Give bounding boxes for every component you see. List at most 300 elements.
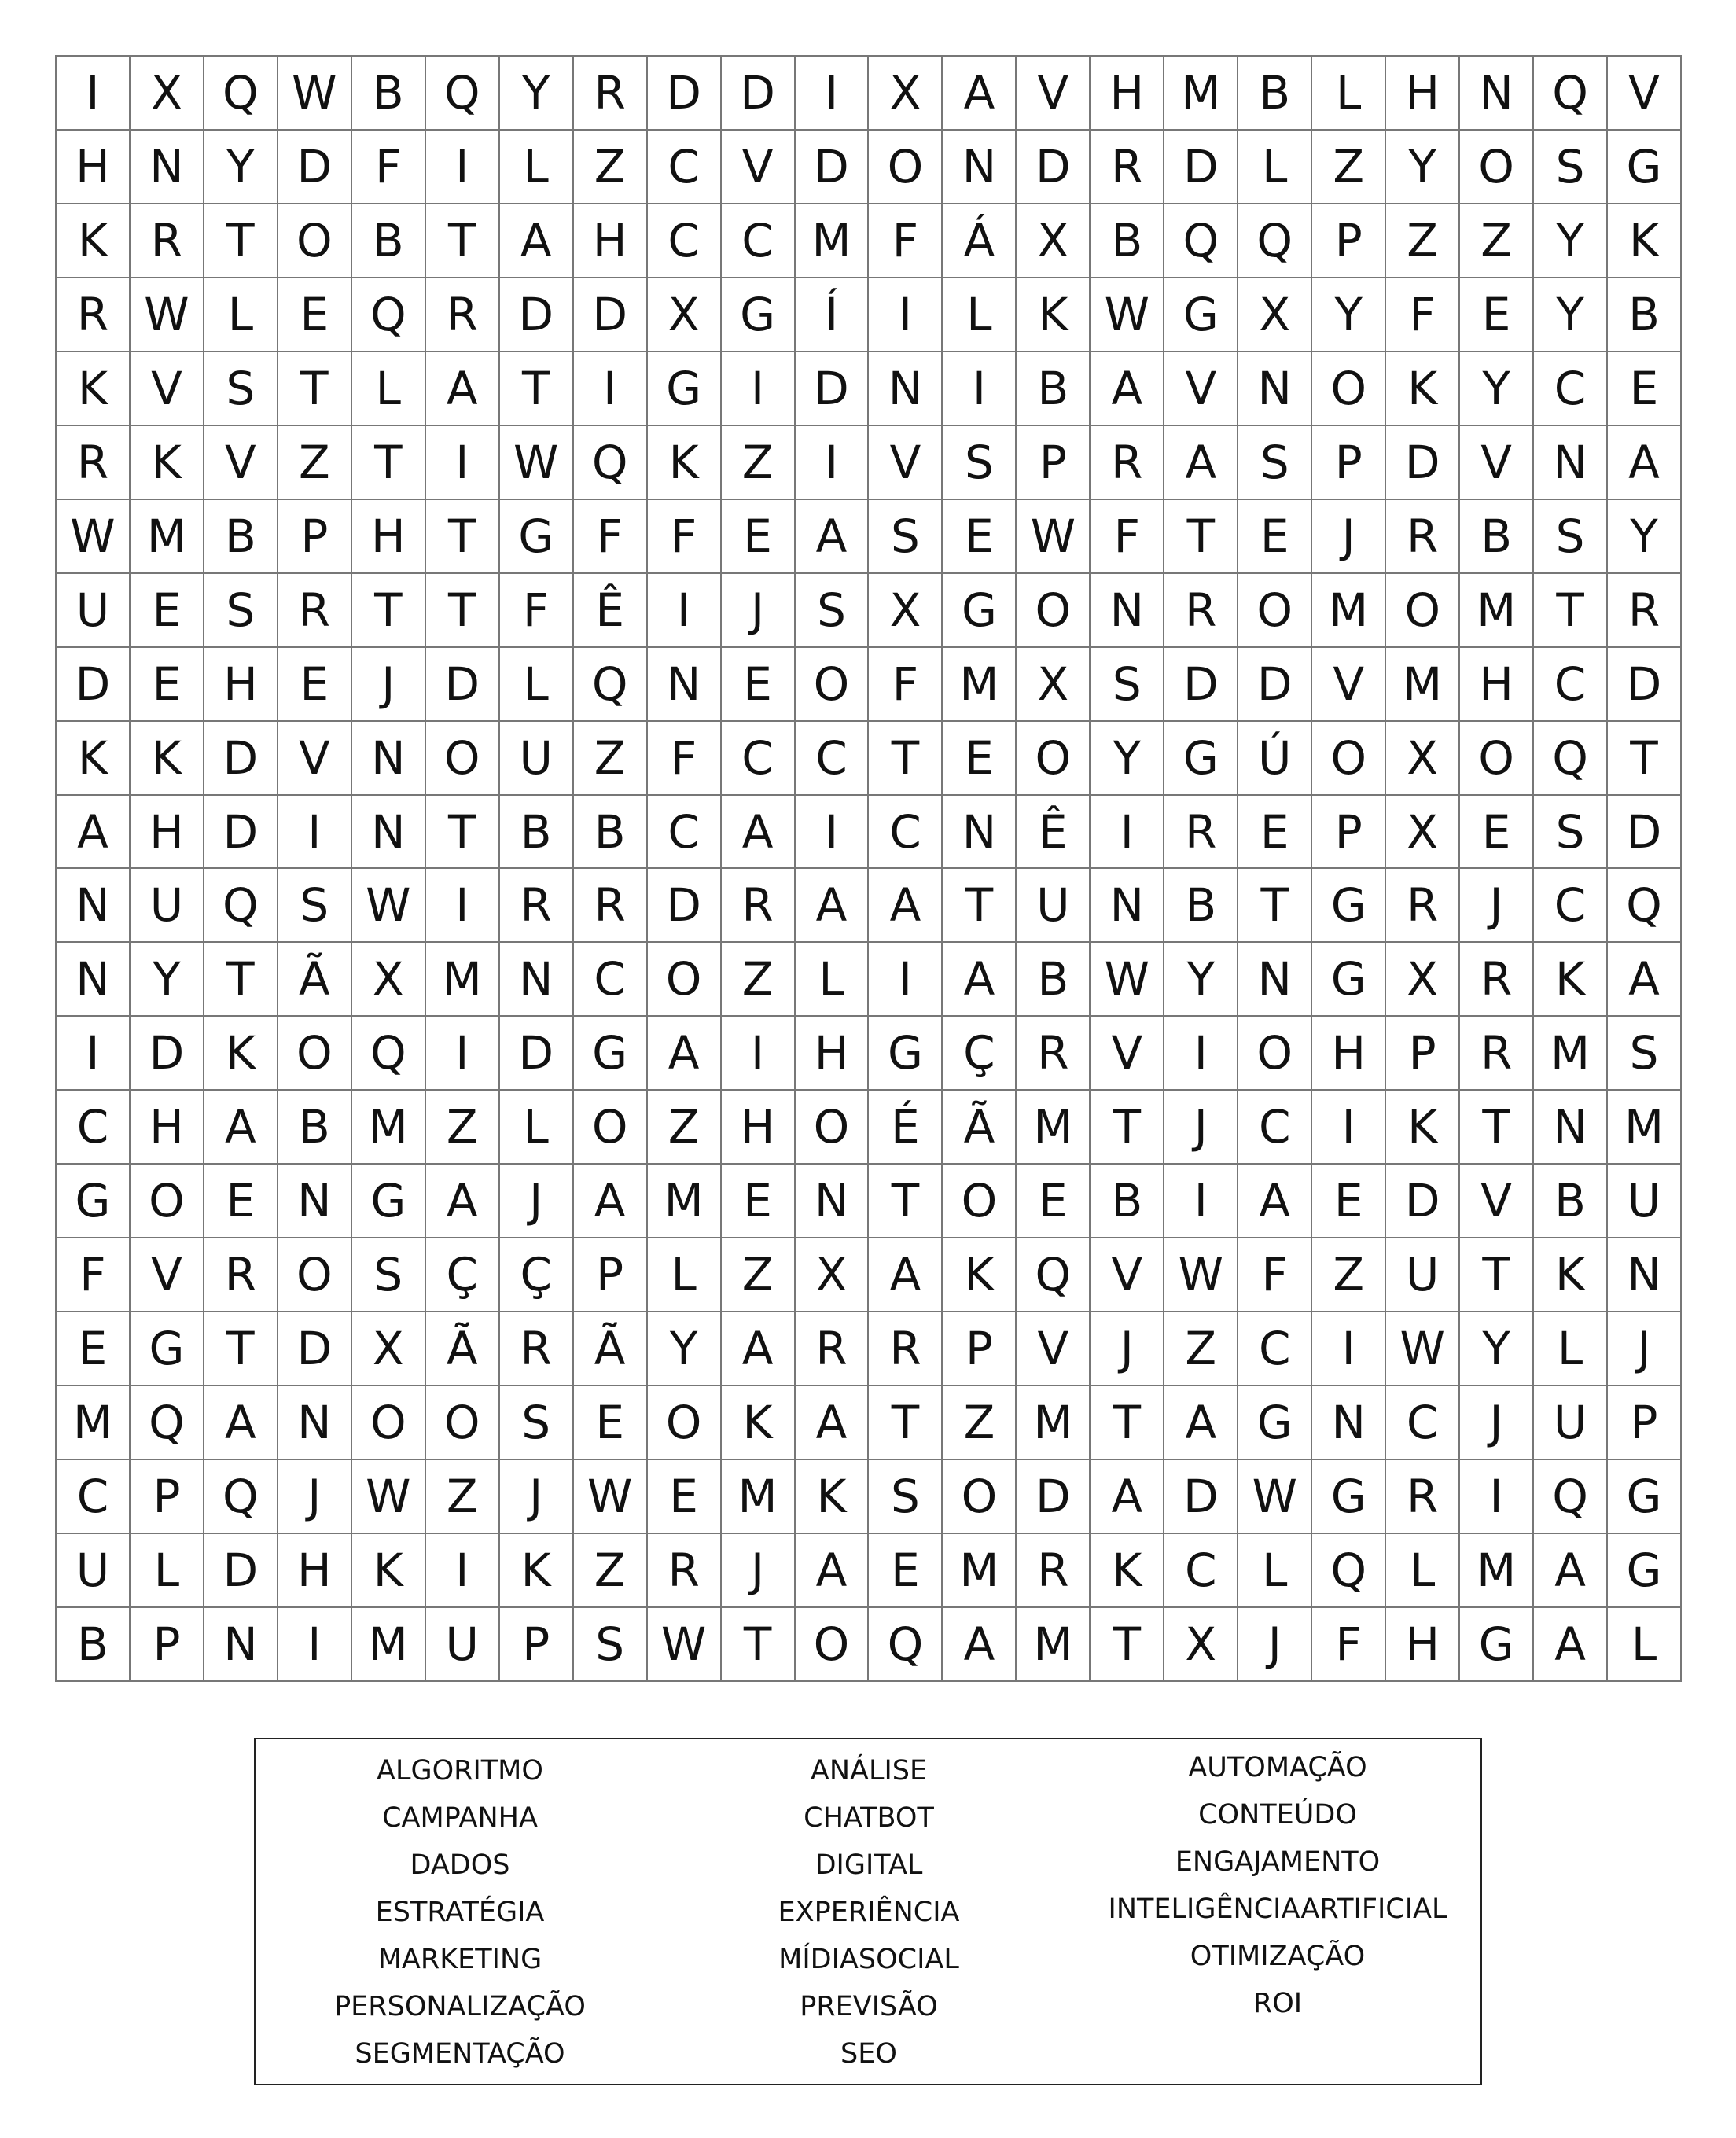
grid-cell[interactable]: L bbox=[943, 278, 1017, 352]
grid-cell[interactable]: S bbox=[1534, 500, 1608, 574]
grid-cell[interactable]: F bbox=[352, 131, 426, 204]
grid-cell[interactable]: A bbox=[796, 869, 870, 943]
grid-cell[interactable]: Á bbox=[943, 204, 1017, 278]
grid-cell[interactable]: C bbox=[1238, 1312, 1312, 1386]
grid-cell[interactable]: O bbox=[796, 648, 870, 722]
grid-cell[interactable]: D bbox=[722, 57, 796, 131]
grid-cell[interactable]: O bbox=[796, 1091, 870, 1165]
grid-cell[interactable]: S bbox=[352, 1238, 426, 1312]
grid-cell[interactable]: Y bbox=[1534, 278, 1608, 352]
grid-cell[interactable]: D bbox=[204, 722, 278, 796]
grid-cell[interactable]: F bbox=[869, 204, 943, 278]
grid-cell[interactable]: N bbox=[1312, 1386, 1386, 1460]
grid-cell[interactable]: Q bbox=[204, 869, 278, 943]
grid-cell[interactable]: Z bbox=[426, 1460, 500, 1534]
grid-cell[interactable]: Y bbox=[1460, 352, 1534, 426]
grid-cell[interactable]: H bbox=[204, 648, 278, 722]
grid-cell[interactable]: B bbox=[1017, 943, 1091, 1017]
grid-cell[interactable]: P bbox=[1312, 796, 1386, 870]
grid-cell[interactable]: S bbox=[796, 574, 870, 648]
grid-cell[interactable]: R bbox=[1091, 131, 1164, 204]
grid-cell[interactable]: P bbox=[574, 1238, 648, 1312]
grid-cell[interactable]: D bbox=[648, 869, 722, 943]
grid-cell[interactable]: L bbox=[1608, 1608, 1682, 1682]
grid-cell[interactable]: Ç bbox=[426, 1238, 500, 1312]
grid-cell[interactable]: K bbox=[131, 722, 204, 796]
grid-cell[interactable]: G bbox=[722, 278, 796, 352]
grid-cell[interactable]: I bbox=[1164, 1017, 1238, 1091]
grid-cell[interactable]: H bbox=[1312, 1017, 1386, 1091]
grid-cell[interactable]: F bbox=[648, 500, 722, 574]
grid-cell[interactable]: Y bbox=[1164, 943, 1238, 1017]
grid-cell[interactable]: R bbox=[500, 1312, 574, 1386]
grid-cell[interactable]: A bbox=[574, 1165, 648, 1238]
grid-cell[interactable]: A bbox=[1534, 1608, 1608, 1682]
grid-cell[interactable]: E bbox=[722, 1165, 796, 1238]
grid-cell[interactable]: P bbox=[278, 500, 352, 574]
grid-cell[interactable]: R bbox=[648, 1534, 722, 1608]
grid-cell[interactable]: Y bbox=[204, 131, 278, 204]
grid-cell[interactable]: Q bbox=[1017, 1238, 1091, 1312]
grid-cell[interactable]: T bbox=[1091, 1386, 1164, 1460]
grid-cell[interactable]: U bbox=[57, 574, 131, 648]
grid-cell[interactable]: O bbox=[796, 1608, 870, 1682]
grid-cell[interactable]: Z bbox=[574, 1534, 648, 1608]
grid-cell[interactable]: M bbox=[1608, 1091, 1682, 1165]
grid-cell[interactable]: T bbox=[426, 796, 500, 870]
grid-cell[interactable]: J bbox=[500, 1165, 574, 1238]
grid-cell[interactable]: N bbox=[1608, 1238, 1682, 1312]
grid-cell[interactable]: B bbox=[352, 204, 426, 278]
grid-cell[interactable]: K bbox=[1386, 1091, 1460, 1165]
grid-cell[interactable]: X bbox=[648, 278, 722, 352]
grid-cell[interactable]: K bbox=[500, 1534, 574, 1608]
grid-cell[interactable]: K bbox=[722, 1386, 796, 1460]
grid-cell[interactable]: A bbox=[1534, 1534, 1608, 1608]
grid-cell[interactable]: E bbox=[131, 574, 204, 648]
grid-cell[interactable]: I bbox=[1164, 1165, 1238, 1238]
grid-cell[interactable]: E bbox=[722, 500, 796, 574]
grid-cell[interactable]: E bbox=[278, 648, 352, 722]
grid-cell[interactable]: R bbox=[426, 278, 500, 352]
grid-cell[interactable]: U bbox=[57, 1534, 131, 1608]
grid-cell[interactable]: C bbox=[648, 796, 722, 870]
grid-cell[interactable]: D bbox=[278, 1312, 352, 1386]
grid-cell[interactable]: C bbox=[1534, 352, 1608, 426]
grid-cell[interactable]: O bbox=[1460, 722, 1534, 796]
grid-cell[interactable]: M bbox=[796, 204, 870, 278]
grid-cell[interactable]: I bbox=[1312, 1312, 1386, 1386]
grid-cell[interactable]: N bbox=[796, 1165, 870, 1238]
grid-cell[interactable]: R bbox=[574, 57, 648, 131]
grid-cell[interactable]: N bbox=[1238, 943, 1312, 1017]
grid-cell[interactable]: O bbox=[278, 204, 352, 278]
grid-cell[interactable]: D bbox=[278, 131, 352, 204]
grid-cell[interactable]: T bbox=[1534, 574, 1608, 648]
grid-cell[interactable]: P bbox=[131, 1460, 204, 1534]
grid-cell[interactable]: Z bbox=[278, 426, 352, 500]
grid-cell[interactable]: I bbox=[722, 352, 796, 426]
grid-cell[interactable]: W bbox=[1238, 1460, 1312, 1534]
grid-cell[interactable]: M bbox=[1460, 1534, 1534, 1608]
grid-cell[interactable]: Í bbox=[796, 278, 870, 352]
grid-cell[interactable]: H bbox=[1091, 57, 1164, 131]
grid-cell[interactable]: V bbox=[1091, 1238, 1164, 1312]
grid-cell[interactable]: E bbox=[869, 1534, 943, 1608]
grid-cell[interactable]: M bbox=[943, 648, 1017, 722]
grid-cell[interactable]: A bbox=[722, 796, 796, 870]
grid-cell[interactable]: R bbox=[574, 869, 648, 943]
grid-cell[interactable]: K bbox=[57, 722, 131, 796]
grid-cell[interactable]: W bbox=[352, 869, 426, 943]
grid-cell[interactable]: S bbox=[869, 1460, 943, 1534]
grid-cell[interactable]: I bbox=[57, 57, 131, 131]
grid-cell[interactable]: H bbox=[131, 1091, 204, 1165]
grid-cell[interactable]: E bbox=[1460, 278, 1534, 352]
grid-cell[interactable]: P bbox=[1608, 1386, 1682, 1460]
grid-cell[interactable]: Z bbox=[722, 426, 796, 500]
grid-cell[interactable]: G bbox=[1312, 1460, 1386, 1534]
grid-cell[interactable]: O bbox=[426, 722, 500, 796]
grid-cell[interactable]: Z bbox=[943, 1386, 1017, 1460]
grid-cell[interactable]: V bbox=[1164, 352, 1238, 426]
grid-cell[interactable]: N bbox=[278, 1165, 352, 1238]
grid-cell[interactable]: M bbox=[722, 1460, 796, 1534]
grid-cell[interactable]: Q bbox=[1238, 204, 1312, 278]
grid-cell[interactable]: J bbox=[278, 1460, 352, 1534]
grid-cell[interactable]: T bbox=[426, 204, 500, 278]
grid-cell[interactable]: A bbox=[57, 796, 131, 870]
grid-cell[interactable]: O bbox=[426, 1386, 500, 1460]
grid-cell[interactable]: I bbox=[796, 796, 870, 870]
grid-cell[interactable]: K bbox=[1091, 1534, 1164, 1608]
grid-cell[interactable]: A bbox=[426, 352, 500, 426]
grid-cell[interactable]: L bbox=[500, 1091, 574, 1165]
grid-cell[interactable]: C bbox=[57, 1460, 131, 1534]
grid-cell[interactable]: Q bbox=[574, 426, 648, 500]
grid-cell[interactable]: Y bbox=[1534, 204, 1608, 278]
grid-cell[interactable]: V bbox=[869, 426, 943, 500]
grid-cell[interactable]: A bbox=[796, 1534, 870, 1608]
grid-cell[interactable]: O bbox=[869, 131, 943, 204]
grid-cell[interactable]: T bbox=[869, 1165, 943, 1238]
grid-cell[interactable]: A bbox=[1608, 943, 1682, 1017]
grid-cell[interactable]: I bbox=[648, 574, 722, 648]
grid-cell[interactable]: C bbox=[648, 204, 722, 278]
grid-cell[interactable]: O bbox=[1238, 574, 1312, 648]
grid-cell[interactable]: V bbox=[204, 426, 278, 500]
grid-cell[interactable]: D bbox=[204, 1534, 278, 1608]
grid-cell[interactable]: C bbox=[722, 722, 796, 796]
grid-cell[interactable]: K bbox=[1608, 204, 1682, 278]
grid-cell[interactable]: O bbox=[1017, 574, 1091, 648]
grid-cell[interactable]: Q bbox=[204, 57, 278, 131]
grid-cell[interactable]: V bbox=[1312, 648, 1386, 722]
grid-cell[interactable]: S bbox=[1534, 796, 1608, 870]
grid-cell[interactable]: I bbox=[426, 1017, 500, 1091]
grid-cell[interactable]: A bbox=[1608, 426, 1682, 500]
grid-cell[interactable]: S bbox=[204, 352, 278, 426]
grid-cell[interactable]: W bbox=[648, 1608, 722, 1682]
grid-cell[interactable]: A bbox=[1164, 426, 1238, 500]
grid-cell[interactable]: T bbox=[943, 869, 1017, 943]
grid-cell[interactable]: R bbox=[278, 574, 352, 648]
grid-cell[interactable]: N bbox=[1534, 426, 1608, 500]
grid-cell[interactable]: R bbox=[1017, 1017, 1091, 1091]
grid-cell[interactable]: R bbox=[57, 426, 131, 500]
grid-cell[interactable]: F bbox=[1386, 278, 1460, 352]
grid-cell[interactable]: G bbox=[1608, 1534, 1682, 1608]
grid-cell[interactable]: X bbox=[869, 574, 943, 648]
grid-cell[interactable]: T bbox=[1460, 1238, 1534, 1312]
grid-cell[interactable]: V bbox=[131, 1238, 204, 1312]
grid-cell[interactable]: E bbox=[1460, 796, 1534, 870]
grid-cell[interactable]: S bbox=[869, 500, 943, 574]
grid-cell[interactable]: O bbox=[943, 1460, 1017, 1534]
grid-cell[interactable]: R bbox=[1164, 574, 1238, 648]
grid-cell[interactable]: M bbox=[1164, 57, 1238, 131]
grid-cell[interactable]: M bbox=[131, 500, 204, 574]
grid-cell[interactable]: A bbox=[204, 1091, 278, 1165]
grid-cell[interactable]: X bbox=[869, 57, 943, 131]
grid-cell[interactable]: C bbox=[1386, 1386, 1460, 1460]
grid-cell[interactable]: T bbox=[1238, 869, 1312, 943]
grid-cell[interactable]: J bbox=[1312, 500, 1386, 574]
grid-cell[interactable]: L bbox=[1534, 1312, 1608, 1386]
grid-cell[interactable]: N bbox=[500, 943, 574, 1017]
grid-cell[interactable]: Z bbox=[722, 1238, 796, 1312]
grid-cell[interactable]: J bbox=[1608, 1312, 1682, 1386]
grid-cell[interactable]: S bbox=[204, 574, 278, 648]
grid-cell[interactable]: Ú bbox=[1238, 722, 1312, 796]
grid-cell[interactable]: N bbox=[57, 943, 131, 1017]
grid-cell[interactable]: Q bbox=[426, 57, 500, 131]
grid-cell[interactable]: P bbox=[943, 1312, 1017, 1386]
grid-cell[interactable]: B bbox=[278, 1091, 352, 1165]
grid-cell[interactable]: T bbox=[352, 426, 426, 500]
grid-cell[interactable]: Q bbox=[352, 1017, 426, 1091]
grid-cell[interactable]: E bbox=[648, 1460, 722, 1534]
grid-cell[interactable]: Q bbox=[204, 1460, 278, 1534]
grid-cell[interactable]: R bbox=[796, 1312, 870, 1386]
grid-cell[interactable]: L bbox=[352, 352, 426, 426]
grid-cell[interactable]: U bbox=[1017, 869, 1091, 943]
grid-cell[interactable]: E bbox=[1238, 500, 1312, 574]
grid-cell[interactable]: Z bbox=[1386, 204, 1460, 278]
grid-cell[interactable]: D bbox=[1238, 648, 1312, 722]
grid-cell[interactable]: D bbox=[796, 131, 870, 204]
grid-cell[interactable]: C bbox=[1534, 869, 1608, 943]
grid-cell[interactable]: I bbox=[869, 278, 943, 352]
grid-cell[interactable]: R bbox=[1460, 1017, 1534, 1091]
grid-cell[interactable]: V bbox=[1608, 57, 1682, 131]
grid-cell[interactable]: P bbox=[1312, 204, 1386, 278]
grid-cell[interactable]: K bbox=[57, 204, 131, 278]
grid-cell[interactable]: K bbox=[131, 426, 204, 500]
grid-cell[interactable]: E bbox=[1238, 796, 1312, 870]
grid-cell[interactable]: S bbox=[278, 869, 352, 943]
grid-cell[interactable]: O bbox=[278, 1238, 352, 1312]
grid-cell[interactable]: U bbox=[500, 722, 574, 796]
grid-cell[interactable]: D bbox=[796, 352, 870, 426]
grid-cell[interactable]: Z bbox=[722, 943, 796, 1017]
grid-cell[interactable]: M bbox=[426, 943, 500, 1017]
grid-cell[interactable]: T bbox=[352, 574, 426, 648]
grid-cell[interactable]: Y bbox=[1312, 278, 1386, 352]
grid-cell[interactable]: G bbox=[1312, 943, 1386, 1017]
grid-cell[interactable]: M bbox=[1312, 574, 1386, 648]
grid-cell[interactable]: Q bbox=[1164, 204, 1238, 278]
grid-cell[interactable]: D bbox=[1017, 1460, 1091, 1534]
grid-cell[interactable]: A bbox=[648, 1017, 722, 1091]
grid-cell[interactable]: H bbox=[1386, 57, 1460, 131]
grid-cell[interactable]: E bbox=[131, 648, 204, 722]
grid-cell[interactable]: A bbox=[796, 1386, 870, 1460]
grid-cell[interactable]: M bbox=[1017, 1608, 1091, 1682]
grid-cell[interactable]: B bbox=[1608, 278, 1682, 352]
grid-cell[interactable]: F bbox=[574, 500, 648, 574]
grid-cell[interactable]: P bbox=[1017, 426, 1091, 500]
grid-cell[interactable]: Z bbox=[1312, 1238, 1386, 1312]
grid-cell[interactable]: G bbox=[500, 500, 574, 574]
grid-cell[interactable]: T bbox=[1608, 722, 1682, 796]
grid-cell[interactable]: T bbox=[204, 1312, 278, 1386]
grid-cell[interactable]: G bbox=[574, 1017, 648, 1091]
grid-cell[interactable]: T bbox=[426, 500, 500, 574]
grid-cell[interactable]: L bbox=[1238, 131, 1312, 204]
grid-cell[interactable]: B bbox=[1091, 204, 1164, 278]
grid-cell[interactable]: E bbox=[722, 648, 796, 722]
grid-cell[interactable]: S bbox=[1608, 1017, 1682, 1091]
grid-cell[interactable]: Q bbox=[869, 1608, 943, 1682]
grid-cell[interactable]: Ã bbox=[278, 943, 352, 1017]
grid-cell[interactable]: E bbox=[57, 1312, 131, 1386]
grid-cell[interactable]: L bbox=[500, 131, 574, 204]
grid-cell[interactable]: X bbox=[1017, 648, 1091, 722]
grid-cell[interactable]: G bbox=[1164, 722, 1238, 796]
grid-cell[interactable]: F bbox=[1238, 1238, 1312, 1312]
grid-cell[interactable]: B bbox=[1534, 1165, 1608, 1238]
grid-cell[interactable]: J bbox=[1460, 869, 1534, 943]
grid-cell[interactable]: T bbox=[1091, 1608, 1164, 1682]
grid-cell[interactable]: K bbox=[57, 352, 131, 426]
grid-cell[interactable]: W bbox=[131, 278, 204, 352]
grid-cell[interactable]: D bbox=[500, 278, 574, 352]
grid-cell[interactable]: Y bbox=[1608, 500, 1682, 574]
grid-cell[interactable]: H bbox=[352, 500, 426, 574]
grid-cell[interactable]: W bbox=[500, 426, 574, 500]
grid-cell[interactable]: K bbox=[943, 1238, 1017, 1312]
grid-cell[interactable]: C bbox=[796, 722, 870, 796]
grid-cell[interactable]: Z bbox=[648, 1091, 722, 1165]
grid-cell[interactable]: O bbox=[1312, 352, 1386, 426]
grid-cell[interactable]: E bbox=[943, 500, 1017, 574]
grid-cell[interactable]: A bbox=[943, 57, 1017, 131]
grid-cell[interactable]: O bbox=[648, 1386, 722, 1460]
grid-cell[interactable]: V bbox=[1017, 1312, 1091, 1386]
grid-cell[interactable]: J bbox=[1238, 1608, 1312, 1682]
grid-cell[interactable]: G bbox=[869, 1017, 943, 1091]
grid-cell[interactable]: T bbox=[204, 943, 278, 1017]
grid-cell[interactable]: D bbox=[500, 1017, 574, 1091]
grid-cell[interactable]: Y bbox=[1091, 722, 1164, 796]
grid-cell[interactable]: C bbox=[1534, 648, 1608, 722]
grid-cell[interactable]: D bbox=[1386, 1165, 1460, 1238]
grid-cell[interactable]: Ç bbox=[500, 1238, 574, 1312]
grid-cell[interactable]: C bbox=[1238, 1091, 1312, 1165]
grid-cell[interactable]: A bbox=[796, 500, 870, 574]
grid-cell[interactable]: M bbox=[1460, 574, 1534, 648]
grid-cell[interactable]: J bbox=[500, 1460, 574, 1534]
grid-cell[interactable]: U bbox=[131, 869, 204, 943]
grid-cell[interactable]: R bbox=[1460, 943, 1534, 1017]
grid-cell[interactable]: V bbox=[278, 722, 352, 796]
grid-cell[interactable]: R bbox=[1164, 796, 1238, 870]
grid-cell[interactable]: B bbox=[352, 57, 426, 131]
grid-cell[interactable]: C bbox=[722, 204, 796, 278]
grid-cell[interactable]: A bbox=[869, 1238, 943, 1312]
grid-cell[interactable]: D bbox=[204, 796, 278, 870]
grid-cell[interactable]: A bbox=[943, 943, 1017, 1017]
grid-cell[interactable]: F bbox=[648, 722, 722, 796]
grid-cell[interactable]: N bbox=[57, 869, 131, 943]
grid-cell[interactable]: K bbox=[1386, 352, 1460, 426]
grid-cell[interactable]: U bbox=[1608, 1165, 1682, 1238]
grid-cell[interactable]: B bbox=[1164, 869, 1238, 943]
grid-cell[interactable]: Ç bbox=[943, 1017, 1017, 1091]
grid-cell[interactable]: I bbox=[278, 1608, 352, 1682]
grid-cell[interactable]: R bbox=[57, 278, 131, 352]
grid-cell[interactable]: K bbox=[1534, 1238, 1608, 1312]
grid-cell[interactable]: L bbox=[131, 1534, 204, 1608]
grid-cell[interactable]: E bbox=[278, 278, 352, 352]
grid-cell[interactable]: I bbox=[796, 57, 870, 131]
grid-cell[interactable]: C bbox=[648, 131, 722, 204]
grid-cell[interactable]: I bbox=[796, 426, 870, 500]
grid-cell[interactable]: H bbox=[1386, 1608, 1460, 1682]
grid-cell[interactable]: N bbox=[204, 1608, 278, 1682]
grid-cell[interactable]: N bbox=[1534, 1091, 1608, 1165]
grid-cell[interactable]: Z bbox=[1164, 1312, 1238, 1386]
grid-cell[interactable]: L bbox=[1312, 57, 1386, 131]
grid-cell[interactable]: X bbox=[352, 943, 426, 1017]
grid-cell[interactable]: O bbox=[574, 1091, 648, 1165]
grid-cell[interactable]: Y bbox=[131, 943, 204, 1017]
grid-cell[interactable]: X bbox=[1238, 278, 1312, 352]
grid-cell[interactable]: I bbox=[943, 352, 1017, 426]
grid-cell[interactable]: X bbox=[131, 57, 204, 131]
grid-cell[interactable]: B bbox=[1460, 500, 1534, 574]
grid-cell[interactable]: C bbox=[869, 796, 943, 870]
grid-cell[interactable]: J bbox=[722, 574, 796, 648]
grid-cell[interactable]: D bbox=[1386, 426, 1460, 500]
grid-cell[interactable]: Z bbox=[426, 1091, 500, 1165]
grid-cell[interactable]: G bbox=[57, 1165, 131, 1238]
grid-cell[interactable]: E bbox=[1312, 1165, 1386, 1238]
grid-cell[interactable]: N bbox=[131, 131, 204, 204]
grid-cell[interactable]: S bbox=[574, 1608, 648, 1682]
grid-cell[interactable]: S bbox=[943, 426, 1017, 500]
grid-cell[interactable]: Q bbox=[131, 1386, 204, 1460]
grid-cell[interactable]: T bbox=[869, 1386, 943, 1460]
grid-cell[interactable]: I bbox=[1460, 1460, 1534, 1534]
grid-cell[interactable]: F bbox=[57, 1238, 131, 1312]
grid-cell[interactable]: D bbox=[1164, 131, 1238, 204]
grid-cell[interactable]: K bbox=[796, 1460, 870, 1534]
grid-cell[interactable]: Q bbox=[352, 278, 426, 352]
grid-cell[interactable]: E bbox=[204, 1165, 278, 1238]
grid-cell[interactable]: S bbox=[500, 1386, 574, 1460]
